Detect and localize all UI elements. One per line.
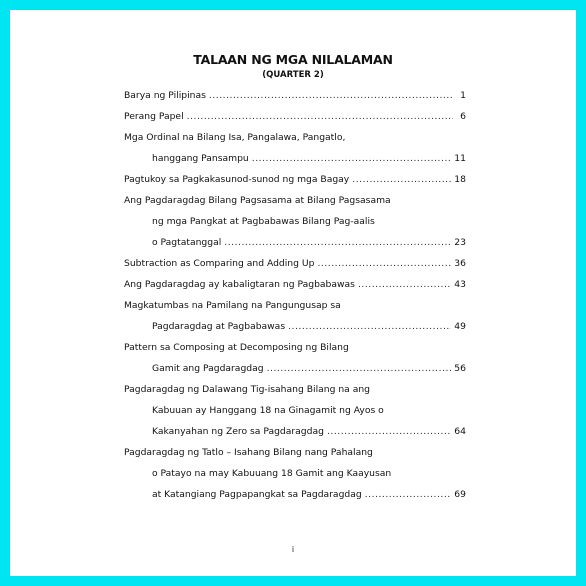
- toc-line: [124, 300, 466, 321]
- toc-line: [124, 237, 466, 258]
- toc-entry-text: Mga Ordinal na Bilang Isa, Pangalawa, Pangatlo,: [124, 132, 346, 143]
- toc-entry-text: Subtraction as Comparing and Adding Up: [124, 258, 315, 269]
- toc-line: [124, 132, 466, 153]
- page-title: TALAAN NG MGA NILALAMAN: [193, 52, 393, 67]
- toc-leader-dots: [288, 321, 451, 332]
- toc-entry-text: ng mga Pangkat at Pagbabawas Bilang Pag-aalis: [152, 216, 375, 227]
- toc-page-number: 6: [460, 111, 466, 122]
- page-subtitle: (QUARTER 2): [262, 70, 324, 80]
- toc-leader-dots: [358, 279, 451, 290]
- toc-line: [124, 174, 466, 195]
- toc-page-number: 36: [454, 258, 466, 269]
- toc-entry-text: o Pagtatanggal: [152, 237, 222, 248]
- toc-line: [124, 216, 466, 237]
- toc-leader-dots: [352, 174, 451, 185]
- toc-page-number: 23: [454, 237, 466, 248]
- toc-entry-text: Barya ng Pilipinas: [124, 90, 206, 101]
- toc-line: [124, 363, 466, 384]
- toc-leader-dots: [209, 90, 453, 101]
- toc-page-number: 64: [454, 426, 466, 437]
- document-page: [10, 10, 576, 576]
- toc-entry-text: at Katangiang Pagpapangkat sa Pagdaragdag: [152, 489, 362, 500]
- toc-entry-text: hanggang Pansampu: [152, 153, 249, 164]
- toc-page-number: 43: [454, 279, 466, 290]
- toc-line: [124, 426, 466, 447]
- toc-leader-dots: [327, 426, 451, 437]
- toc-line: [124, 342, 466, 363]
- toc-page-number: 69: [454, 489, 466, 500]
- toc-entry-text: Perang Papel: [124, 111, 184, 122]
- toc-entry-text: Magkatumbas na Pamilang na Pangungusap sa: [124, 300, 341, 311]
- toc-page-number: 18: [454, 174, 466, 185]
- toc-line: [124, 468, 466, 489]
- toc-line: [124, 489, 466, 510]
- toc-page-number: 1: [460, 90, 466, 101]
- toc-line: [124, 90, 466, 111]
- toc-entry-text: Pattern sa Composing at Decomposing ng Bilang: [124, 342, 349, 353]
- toc-leader-dots: [252, 153, 452, 164]
- toc-line: [124, 321, 466, 342]
- toc-entry-text: o Patayo na may Kabuuang 18 Gamit ang Kaayusan: [152, 468, 392, 479]
- toc-line: [124, 447, 466, 468]
- toc-page-number: 11: [454, 153, 466, 164]
- toc-entry-text: Pagtukoy sa Pagkakasunod-sunod ng mga Bagay: [124, 174, 350, 185]
- page-number: i: [291, 545, 295, 554]
- toc-line: [124, 111, 466, 132]
- toc-entry-text: Gamit ang Pagdaragdag: [152, 363, 264, 374]
- toc-leader-dots: [365, 489, 452, 500]
- toc-line: [124, 279, 466, 300]
- toc-line: [124, 405, 466, 426]
- toc-leader-dots: [224, 237, 451, 248]
- toc-entry-text: Kakanyahan ng Zero sa Pagdaragdag: [152, 426, 324, 437]
- toc-line: [124, 258, 466, 279]
- toc-entry-text: Pagdaragdag ng Dalawang Tig-isahang Bilang na ang: [124, 384, 370, 395]
- toc-leader-dots: [317, 258, 451, 269]
- toc-entry-text: Pagdaragdag at Pagbabawas: [152, 321, 286, 332]
- toc-leader-dots: [267, 363, 452, 374]
- toc-entry-text: Ang Pagdaragdag ay kabaligtaran ng Pagbabawas: [124, 279, 355, 290]
- toc-leader-dots: [187, 111, 453, 122]
- toc-line: [124, 153, 466, 174]
- toc-entry-text: Kabuuan ay Hanggang 18 na Ginagamit ng Ayos o: [152, 405, 384, 416]
- toc-line: [124, 195, 466, 216]
- toc-page-number: 56: [454, 363, 466, 374]
- toc-page-number: 49: [454, 321, 466, 332]
- toc-line: [124, 384, 466, 405]
- toc-entry-text: Pagdaragdag ng Tatlo – Isahang Bilang nang Pahalang: [124, 447, 373, 458]
- table-of-contents: [124, 90, 466, 510]
- toc-entry-text: Ang Pagdaragdag Bilang Pagsasama at Bilang Pagsasama: [124, 195, 391, 206]
